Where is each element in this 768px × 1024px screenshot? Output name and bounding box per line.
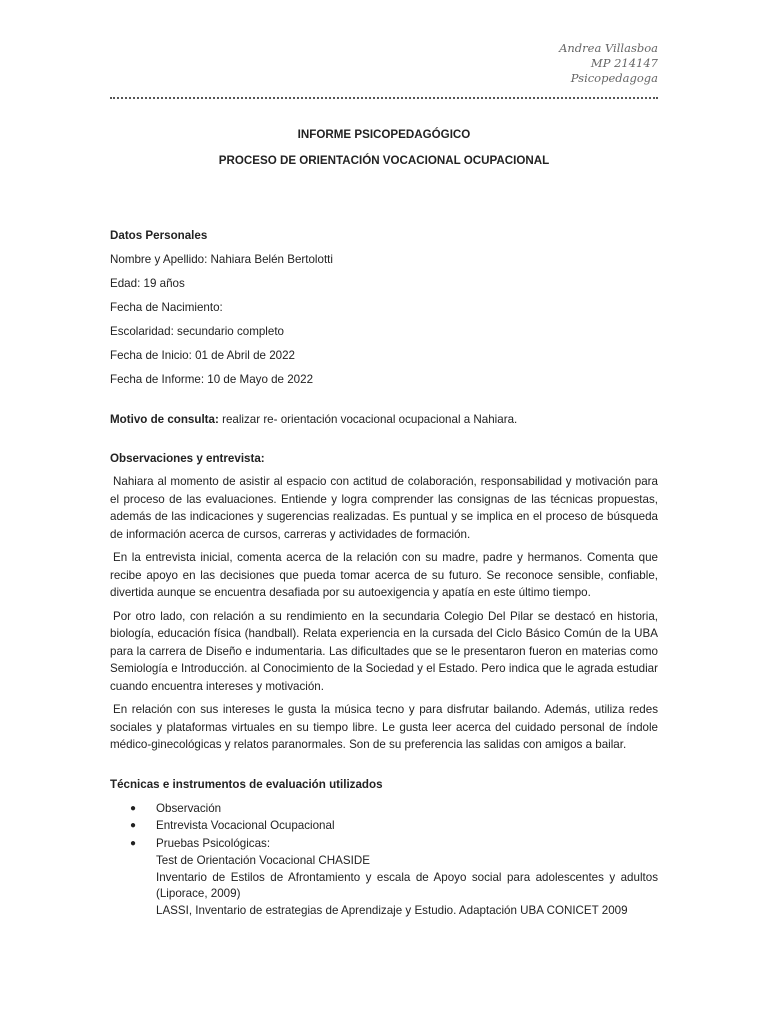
header-divider	[110, 97, 658, 99]
technique-label: Pruebas Psicológicas:	[156, 836, 271, 850]
bullet-icon: ●	[130, 802, 137, 814]
observations-heading: Observaciones y entrevista:	[110, 452, 265, 465]
personal-birthdate: Fecha de Nacimiento:	[110, 301, 223, 314]
test-item: Test de Orientación Vocacional CHASIDE	[156, 854, 370, 867]
observation-paragraph: En la entrevista inicial, comenta acerca de la relación con su madre, padre y hermanos. Comenta que recibe apoyo en las decisiones que pueda tomar acerca de su futuro. Se reconoce sensible, confiable, divertida aunque se encuentra desafiada por su autoexigencia y apatía en este último tiempo.	[110, 551, 658, 599]
personal-data-section	[110, 227, 658, 388]
list-item	[110, 836, 658, 853]
document-body	[110, 227, 658, 919]
techniques-section	[110, 776, 658, 920]
personal-data-heading: Datos Personales	[110, 229, 208, 242]
list-item	[110, 801, 658, 818]
personal-report-date: Fecha de Informe: 10 de Mayo de 2022	[110, 373, 314, 386]
bullet-icon: ●	[130, 820, 137, 831]
observation-paragraph: Nahiara al momento de asistir al espacio con actitud de colaboración, responsabilidad y motivación para el proceso de las evaluaciones. Entiende y logra comprender las consignas de las técnicas propuestas, además de las indicaciones y sugerencias realizadas. Es puntual y se implica en el proceso de búsqueda de información acerca de cursos, carreras y actividades de formación.	[110, 475, 658, 541]
document-title: INFORME PSICOPEDAGÓGICO	[297, 128, 471, 141]
consultation-reason-label: Motivo de consulta:	[110, 413, 219, 426]
license-number: MP 214147	[590, 56, 658, 70]
consultation-reason-text: realizar re- orientación vocacional ocupacional a Nahiara.	[218, 413, 518, 426]
signature-header	[559, 41, 658, 86]
observations-section	[110, 450, 658, 754]
document-titles	[110, 126, 658, 169]
personal-schooling: Escolaridad: secundario completo	[110, 325, 285, 338]
author-name: Andrea Villasboa	[559, 41, 658, 55]
personal-name: Nombre y Apellido: Nahiara Belén Bertolotti	[110, 253, 333, 266]
technique-label: Entrevista Vocacional Ocupacional	[156, 819, 335, 832]
document-subtitle: PROCESO DE ORIENTACIÓN VOCACIONAL OCUPACIONAL	[218, 154, 550, 167]
list-item	[110, 818, 658, 835]
test-item: LASSI, Inventario de estrategias de Aprendizaje y Estudio. Adaptación UBA CONICET 2009	[156, 903, 628, 917]
techniques-heading: Técnicas e instrumentos de evaluación utilizados	[110, 777, 383, 791]
techniques-list	[110, 801, 658, 853]
personal-age: Edad: 19 años	[110, 277, 185, 290]
personal-start-date: Fecha de Inicio: 01 de Abril de 2022	[110, 349, 295, 362]
consultation-reason	[110, 411, 658, 428]
technique-label: Observación	[156, 801, 222, 815]
test-item: Inventario de Estilos de Afrontamiento y escala de Apoyo social para adolescentes y adultos (Liporace, 2009)	[156, 870, 658, 900]
bullet-icon: ●	[130, 837, 137, 849]
observation-paragraph: Por otro lado, con relación a su rendimiento en la secundaria Colegio Del Pilar se destacó en historia, biología, educación física (handball). Relata experiencia en la cursada del Ciclo Básico Común de la UBA para la carrera de Diseño e indumentaria. Las dificultades que se le presentaron fueron en materias como Semiología e Introducción. al Conocimiento de la Sociedad y el Estado. Pero indica que le agrada estudiar cuando encuentra intereses y motivación.	[110, 609, 658, 693]
observation-paragraph: En relación con sus intereses le gusta la música tecno y para disfrutar bailando. Además, utiliza redes sociales y plataformas virtuales en su tiempo libre. Le gusta leer acerca del cuidado personal de índole médico-ginecológicas y relatos paranormales. Son de su preferencia las salidas con amigos a bailar.	[110, 703, 658, 751]
author-profession: Psicopedagoga	[570, 71, 658, 85]
